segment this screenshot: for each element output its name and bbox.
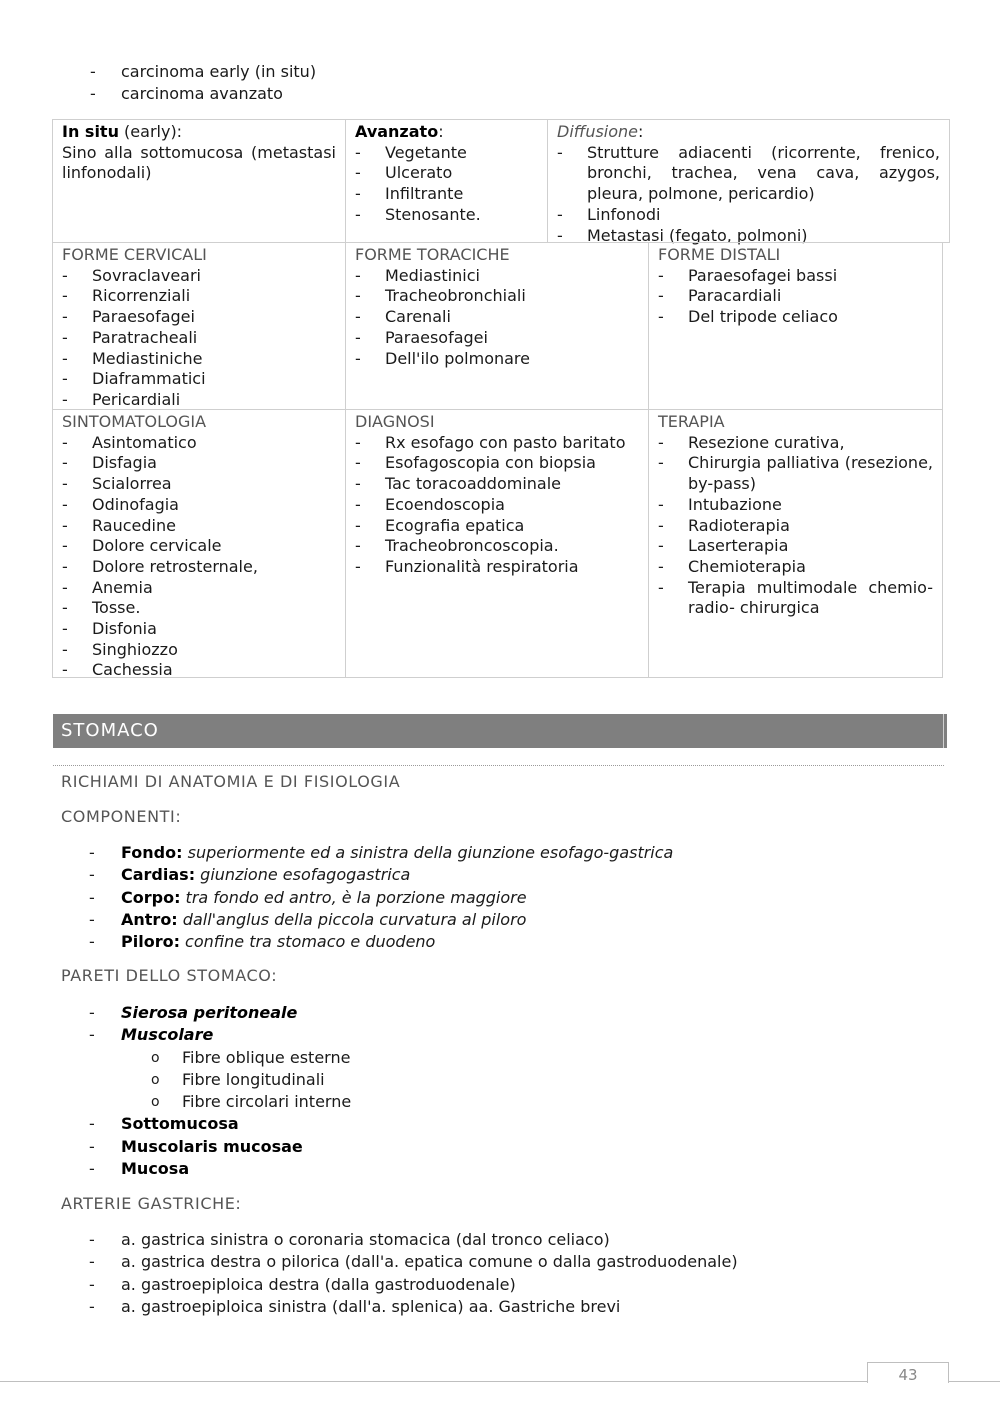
componenti-heading: COMPONENTI: bbox=[61, 807, 182, 826]
list-item: - carcinoma early (in situ) bbox=[90, 61, 590, 83]
diagnosi-cell bbox=[345, 409, 649, 678]
sub-list-item: o Fibre circolari interne bbox=[151, 1091, 949, 1113]
list-item: - Anemia bbox=[62, 578, 336, 599]
list-item: - Diaframmatici bbox=[62, 369, 336, 390]
forme-cervicali-cell bbox=[52, 242, 346, 410]
list-item: - Tosse. bbox=[62, 598, 336, 619]
list-item: - Rx esofago con pasto baritato bbox=[355, 433, 639, 454]
list-item: - Paraesofagei bassi bbox=[658, 266, 933, 287]
arterie-list bbox=[89, 1229, 949, 1318]
list-item: - a. gastrica sinistra o coronaria stomacica (dal tronco celiaco) bbox=[89, 1229, 949, 1251]
pareti-heading: PARETI DELLO STOMACO: bbox=[61, 966, 278, 985]
sub-list-item: o Fibre longitudinali bbox=[151, 1069, 949, 1091]
list-item: - Paraesofagei bbox=[355, 328, 639, 349]
forme-cervicali-title: FORME CERVICALI bbox=[62, 245, 207, 264]
footer-line bbox=[0, 1381, 1000, 1382]
list-item: - a. gastrica destra o pilorica (dall'a. epatica comune o dalla gastroduodenale) bbox=[89, 1251, 949, 1273]
list-item: - Laserterapia bbox=[658, 536, 933, 557]
list-item: - Mucosa bbox=[89, 1158, 949, 1180]
list-item: - Muscolare o Fibre oblique esterne o Fibre longitudinali o Fibre circolari interne bbox=[89, 1024, 949, 1113]
diffusione-cell: Diffusione: - Strutture adiacenti (ricorrente, frenico, bronchi, trachea, vena cava, azygos, pleura, polmone, pericardio) - Linfonodi - Metastasi (fegato, polmoni) bbox=[547, 119, 950, 243]
list-item: - Pericardiali bbox=[62, 390, 336, 411]
list-item: - Sierosa peritoneale bbox=[89, 1002, 949, 1024]
list-item: - Singhiozzo bbox=[62, 640, 336, 661]
forme-distali-title: FORME DISTALI bbox=[658, 245, 781, 264]
sintomatologia-list bbox=[62, 433, 336, 681]
list-item: - Raucedine bbox=[62, 516, 336, 537]
list-item: - Scialorrea bbox=[62, 474, 336, 495]
diagnosi-list bbox=[355, 433, 639, 578]
sintomatologia-title: SINTOMATOLOGIA bbox=[62, 412, 207, 431]
pareti-list bbox=[89, 1002, 949, 1180]
avanzato-list bbox=[355, 143, 538, 226]
list-item: - Fondo: superiormente ed a sinistra della giunzione esofago-gastrica bbox=[89, 842, 949, 864]
section-header: STOMACO bbox=[53, 714, 947, 748]
sub-list-item: o Fibre oblique esterne bbox=[151, 1047, 949, 1069]
arterie-heading: ARTERIE GASTRICHE: bbox=[61, 1194, 242, 1213]
list-item: - Disfagia bbox=[62, 453, 336, 474]
list-item: - Metastasi (fegato, polmoni) bbox=[557, 226, 940, 247]
terapia-title: TERAPIA bbox=[658, 412, 725, 431]
list-item: - Piloro: confine tra stomaco e duodeno bbox=[89, 931, 949, 953]
list-item: - Ricorrenziali bbox=[62, 286, 336, 307]
forme-toraciche-title: FORME TORACICHE bbox=[355, 245, 510, 264]
list-item: - Tracheobronchiali bbox=[355, 286, 639, 307]
list-item: - Tac toracoaddominale bbox=[355, 474, 639, 495]
avanzato-cell: Avanzato: - Vegetante - Ulcerato - Infiltrante - Stenosante. bbox=[345, 119, 548, 243]
intro-list bbox=[90, 61, 590, 106]
terapia-list bbox=[658, 433, 933, 619]
diffusione-title: Diffusione bbox=[557, 122, 639, 141]
diffusione-list bbox=[557, 143, 940, 247]
list-item: - Cardias: giunzione esofagogastrica bbox=[89, 864, 949, 886]
forme-toraciche-cell bbox=[345, 242, 649, 410]
avanzato-title: Avanzato bbox=[355, 122, 439, 141]
list-item: - Linfonodi bbox=[557, 205, 940, 226]
muscolare-sublist bbox=[121, 1047, 949, 1114]
list-item: - Chemioterapia bbox=[658, 557, 933, 578]
in-situ-cell: In situ (early): Sino alla sottomucosa (metastasi linfonodali) bbox=[52, 119, 346, 243]
list-item: - Infiltrante bbox=[355, 184, 538, 205]
list-item: - Antro: dall'anglus della piccola curvatura al piloro bbox=[89, 909, 949, 931]
list-item: - Stenosante. bbox=[355, 205, 538, 226]
list-item: - Ulcerato bbox=[355, 163, 538, 184]
list-item: - Esofagoscopia con biopsia bbox=[355, 453, 639, 474]
list-item: - Del tripode celiaco bbox=[658, 307, 933, 328]
list-item: - Radioterapia bbox=[658, 516, 933, 537]
list-item: - Dell'ilo polmonare bbox=[355, 349, 639, 370]
componenti-list bbox=[89, 842, 949, 953]
diagnosi-title: DIAGNOSI bbox=[355, 412, 435, 431]
list-item: - Ecoendoscopia bbox=[355, 495, 639, 516]
list-item: - Paraesofagei bbox=[62, 307, 336, 328]
list-item: - Corpo: tra fondo ed antro, è la porzione maggiore bbox=[89, 887, 949, 909]
list-item: - Intubazione bbox=[658, 495, 933, 516]
richiami-heading: RICHIAMI DI ANATOMIA E DI FISIOLOGIA bbox=[61, 772, 401, 791]
list-item: - Mediastinici bbox=[355, 266, 639, 287]
list-item: - Tracheobroncoscopia. bbox=[355, 536, 639, 557]
list-item: - Sovraclaveari bbox=[62, 266, 336, 287]
dotted-divider bbox=[53, 765, 944, 766]
list-item: - Dolore retrosternale, bbox=[62, 557, 336, 578]
forme-distali-cell bbox=[648, 242, 943, 410]
forme-toraciche-list bbox=[355, 266, 639, 370]
list-item: - Mediastiniche bbox=[62, 349, 336, 370]
list-item: - Paracardiali bbox=[658, 286, 933, 307]
list-item: - Disfonia bbox=[62, 619, 336, 640]
list-item: - Sottomucosa bbox=[89, 1113, 949, 1135]
list-item: - Terapia multimodale chemio-radio- chirurgica bbox=[658, 578, 933, 619]
list-item: - Carenali bbox=[355, 307, 639, 328]
terapia-cell bbox=[648, 409, 943, 678]
list-item: - Paratracheali bbox=[62, 328, 336, 349]
in-situ-title: In situ bbox=[62, 122, 119, 141]
list-item: - Ecografia epatica bbox=[355, 516, 639, 537]
list-item: - Vegetante bbox=[355, 143, 538, 164]
list-item: - Strutture adiacenti (ricorrente, frenico, bronchi, trachea, vena cava, azygos, pleura, polmone, pericardio) bbox=[557, 143, 940, 205]
list-item: - Cachessia bbox=[62, 660, 336, 681]
list-item: - Muscolaris mucosae bbox=[89, 1136, 949, 1158]
list-item: - Funzionalità respiratoria bbox=[355, 557, 639, 578]
forme-distali-list bbox=[658, 266, 933, 328]
list-item: - Chirurgia palliativa (resezione, by-pass) bbox=[658, 453, 933, 494]
sintomatologia-cell bbox=[52, 409, 346, 678]
page-number: 43 bbox=[867, 1362, 949, 1383]
list-item: - a. gastroepiploica destra (dalla gastroduodenale) bbox=[89, 1274, 949, 1296]
in-situ-text: Sino alla sottomucosa (metastasi linfonodali) bbox=[62, 142, 336, 183]
forme-cervicali-list bbox=[62, 266, 336, 411]
list-item: - Odinofagia bbox=[62, 495, 336, 516]
list-item: - Resezione curativa, bbox=[658, 433, 933, 454]
list-item: - Asintomatico bbox=[62, 433, 336, 454]
list-item: - carcinoma avanzato bbox=[90, 83, 590, 105]
list-item: - Dolore cervicale bbox=[62, 536, 336, 557]
list-item: - a. gastroepiploica sinistra (dall'a. splenica) aa. Gastriche brevi bbox=[89, 1296, 949, 1318]
